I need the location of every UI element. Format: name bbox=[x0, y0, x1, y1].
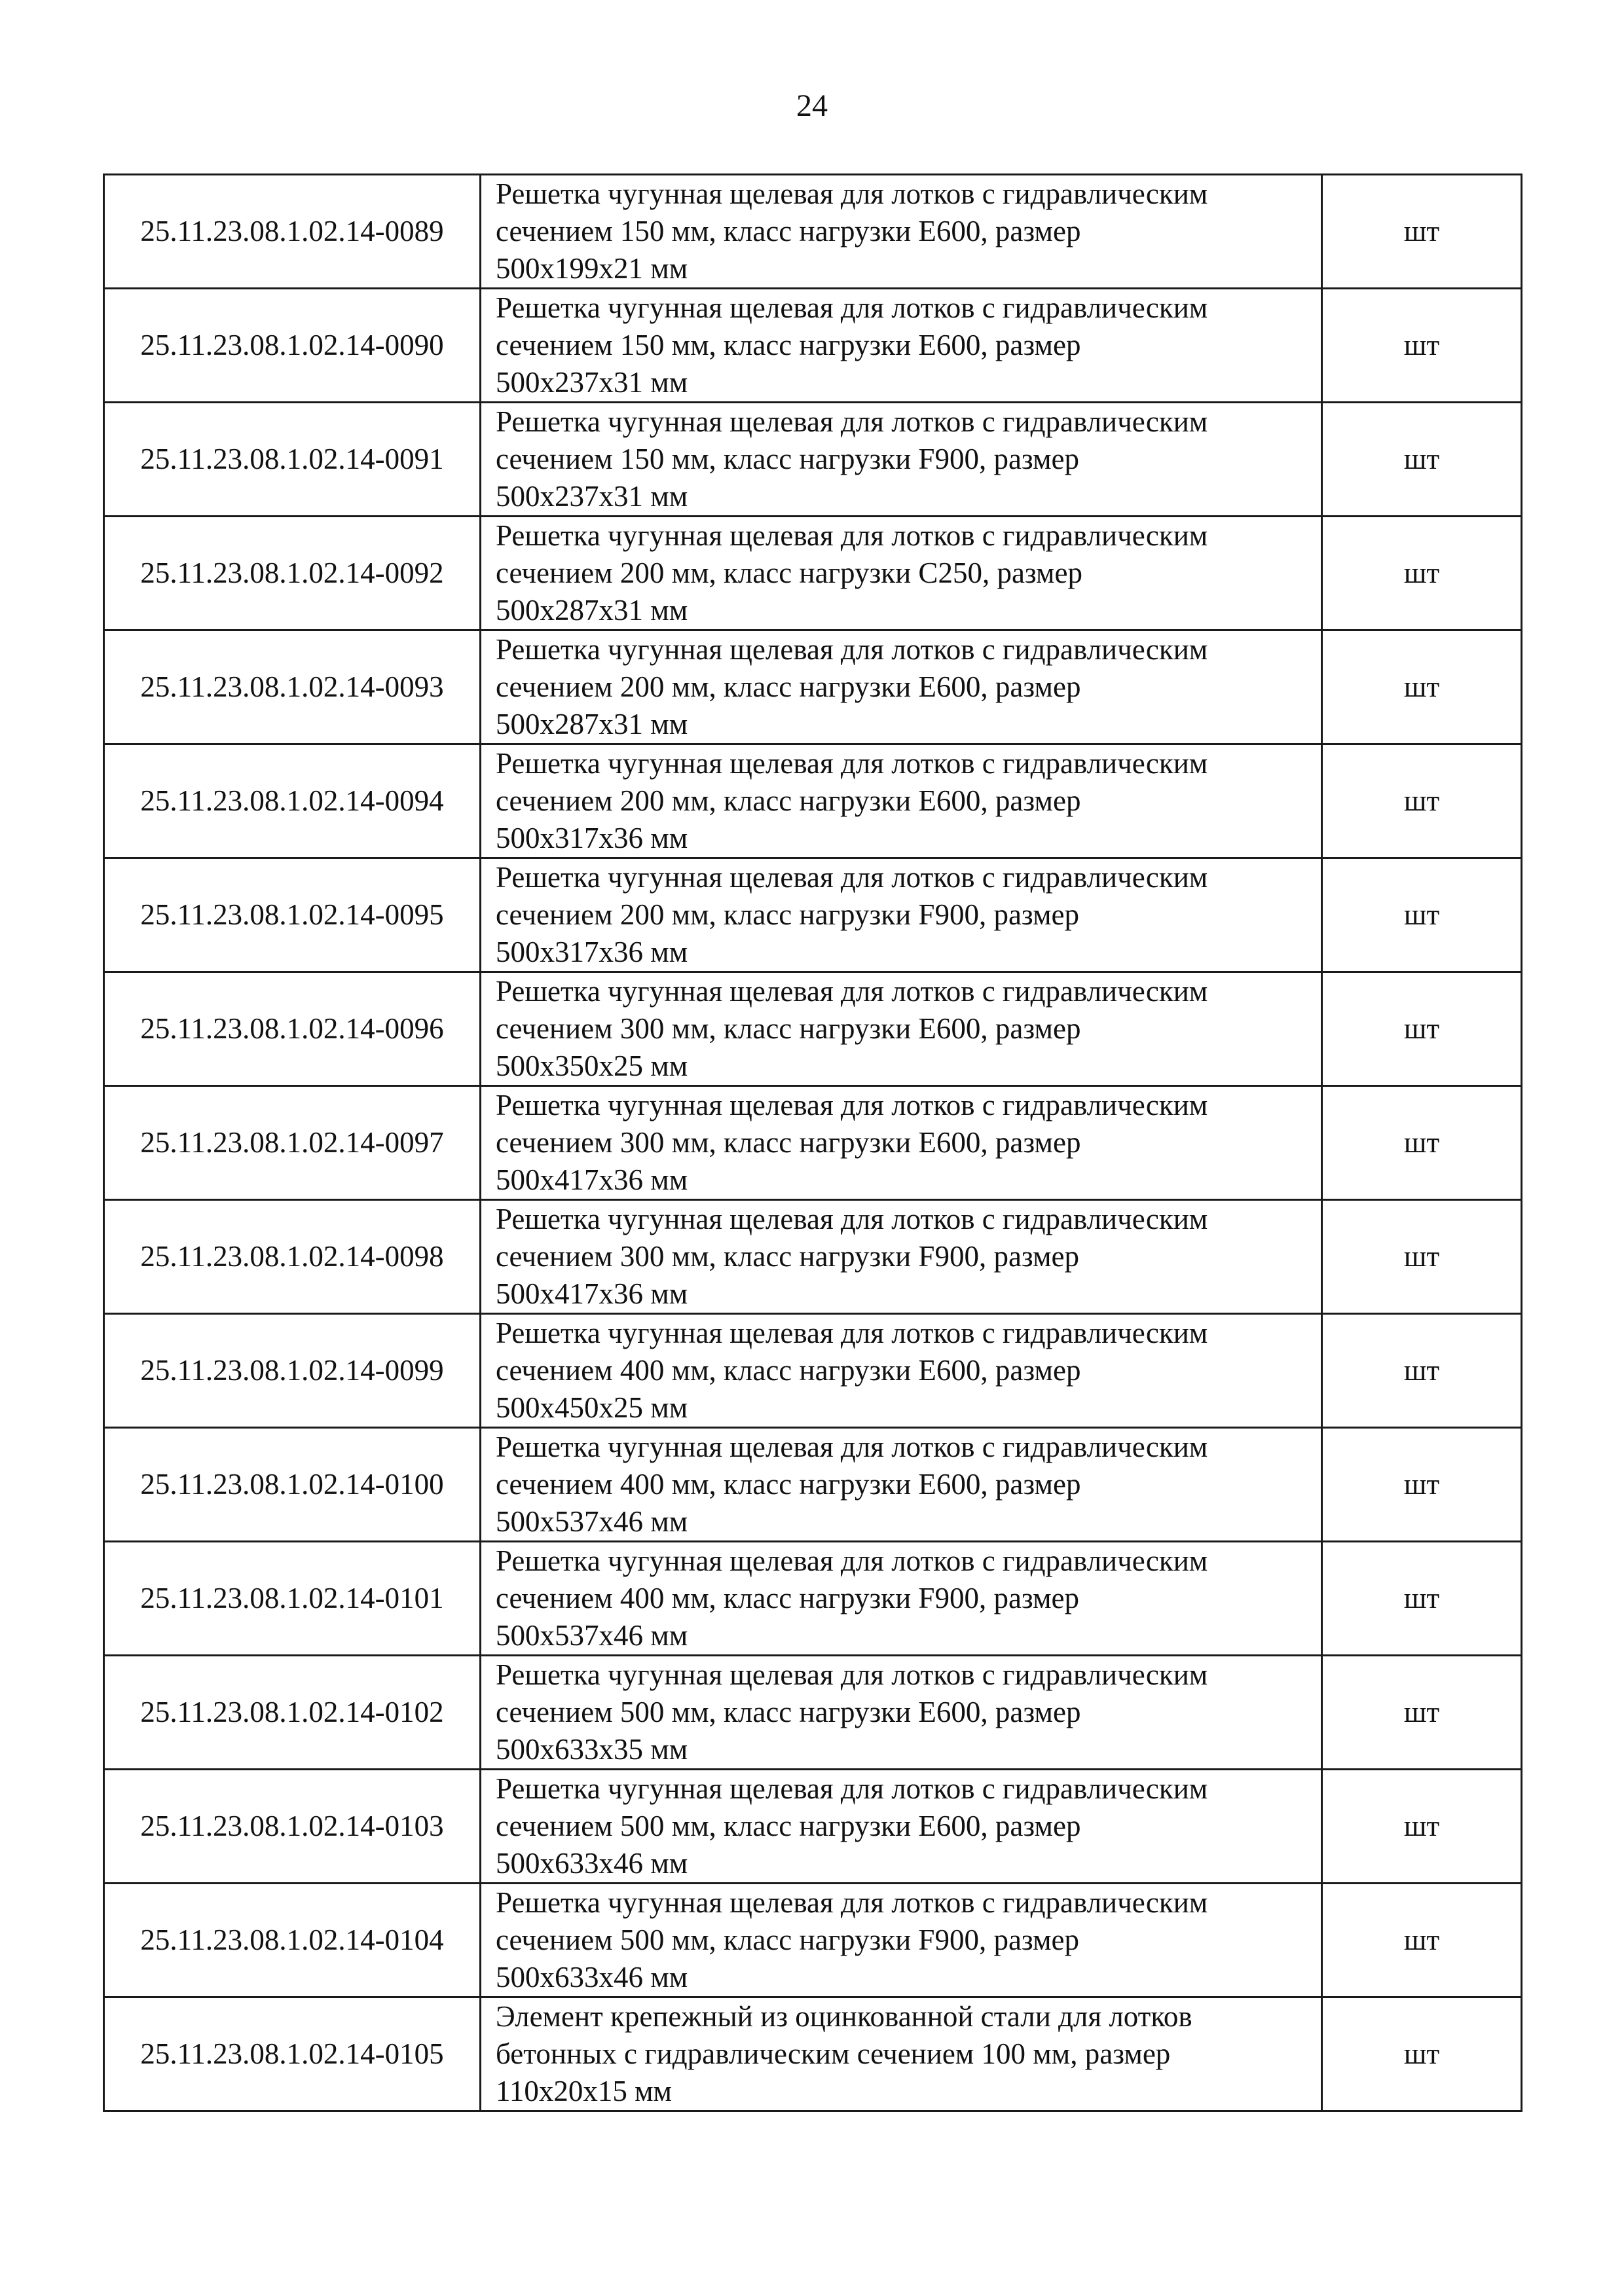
description-line: сечением 400 мм, класс нагрузки F900, размер bbox=[496, 1582, 1080, 1614]
description-line: Решетка чугунная щелевая для лотков с гидравлическим bbox=[496, 1203, 1208, 1235]
resource-description bbox=[481, 1086, 1322, 1200]
description-line: 500х417х36 мм bbox=[496, 1163, 688, 1196]
description-line: Решетка чугунная щелевая для лотков с гидравлическим bbox=[496, 1886, 1208, 1919]
description-line: сечением 200 мм, класс нагрузки С250, размер bbox=[496, 556, 1083, 589]
page-number: 24 bbox=[796, 88, 828, 123]
resource-description bbox=[481, 744, 1322, 858]
table-row bbox=[104, 1656, 1522, 1770]
resource-code: 25.11.23.08.1.02.14-0092 bbox=[104, 517, 481, 630]
unit-of-measure: шт bbox=[1322, 1200, 1522, 1314]
resource-description bbox=[481, 1428, 1322, 1542]
resource-code: 25.11.23.08.1.02.14-0093 bbox=[104, 630, 481, 744]
resource-description bbox=[481, 972, 1322, 1086]
table-row bbox=[104, 175, 1522, 289]
table-row bbox=[104, 1770, 1522, 1884]
unit-of-measure: шт bbox=[1322, 1656, 1522, 1770]
description-line: сечением 200 мм, класс нагрузки F900, размер bbox=[496, 898, 1080, 931]
resource-description bbox=[481, 1997, 1322, 2111]
description-line: сечением 300 мм, класс нагрузки Е600, размер bbox=[496, 1012, 1081, 1045]
description-line: 500х633х46 мм bbox=[496, 1847, 688, 1880]
resource-code: 25.11.23.08.1.02.14-0090 bbox=[104, 289, 481, 403]
table-row bbox=[104, 1314, 1522, 1428]
description-line: 500х199х21 мм bbox=[496, 252, 688, 285]
resource-code: 25.11.23.08.1.02.14-0089 bbox=[104, 175, 481, 289]
unit-of-measure: шт bbox=[1322, 744, 1522, 858]
unit-of-measure: шт bbox=[1322, 517, 1522, 630]
resource-code: 25.11.23.08.1.02.14-0096 bbox=[104, 972, 481, 1086]
table-row bbox=[104, 1200, 1522, 1314]
unit-of-measure: шт bbox=[1322, 1770, 1522, 1884]
resource-code: 25.11.23.08.1.02.14-0105 bbox=[104, 1997, 481, 2111]
table-row bbox=[104, 289, 1522, 403]
description-line: Решетка чугунная щелевая для лотков с гидравлическим bbox=[496, 1772, 1208, 1805]
table-row bbox=[104, 403, 1522, 517]
description-line: 500х633х46 мм bbox=[496, 1961, 688, 1994]
resource-description bbox=[481, 1314, 1322, 1428]
description-line: 500х237х31 мм bbox=[496, 366, 688, 399]
description-line: Решетка чугунная щелевая для лотков с гидравлическим bbox=[496, 1544, 1208, 1577]
description-line: сечением 500 мм, класс нагрузки F900, размер bbox=[496, 1923, 1080, 1956]
description-line: 500х450х25 мм bbox=[496, 1391, 688, 1424]
table-row bbox=[104, 1997, 1522, 2111]
resource-description bbox=[481, 175, 1322, 289]
description-line: 500х537х46 мм bbox=[496, 1619, 688, 1652]
description-line: Решетка чугунная щелевая для лотков с гидравлическим bbox=[496, 747, 1208, 780]
resource-code: 25.11.23.08.1.02.14-0091 bbox=[104, 403, 481, 517]
description-line: Решетка чугунная щелевая для лотков с гидравлическим bbox=[496, 405, 1208, 438]
table-row bbox=[104, 1884, 1522, 1997]
table-row bbox=[104, 972, 1522, 1086]
description-line: Решетка чугунная щелевая для лотков с гидравлическим bbox=[496, 519, 1208, 552]
table-row bbox=[104, 1428, 1522, 1542]
description-line: 500х237х31 мм bbox=[496, 480, 688, 513]
table-row bbox=[104, 1086, 1522, 1200]
table-body bbox=[104, 175, 1522, 2111]
unit-of-measure: шт bbox=[1322, 1542, 1522, 1656]
unit-of-measure: шт bbox=[1322, 175, 1522, 289]
description-line: Решетка чугунная щелевая для лотков с гидравлическим bbox=[496, 1658, 1208, 1691]
description-line: Решетка чугунная щелевая для лотков с гидравлическим bbox=[496, 1430, 1208, 1463]
description-line: сечением 150 мм, класс нагрузки F900, размер bbox=[496, 443, 1080, 475]
description-line: сечением 500 мм, класс нагрузки Е600, размер bbox=[496, 1696, 1081, 1728]
resource-code: 25.11.23.08.1.02.14-0103 bbox=[104, 1770, 481, 1884]
table-row bbox=[104, 630, 1522, 744]
description-line: сечением 400 мм, класс нагрузки Е600, размер bbox=[496, 1354, 1081, 1387]
resource-code: 25.11.23.08.1.02.14-0097 bbox=[104, 1086, 481, 1200]
resource-description bbox=[481, 517, 1322, 630]
description-line: 500х417х36 мм bbox=[496, 1277, 688, 1310]
resource-code: 25.11.23.08.1.02.14-0098 bbox=[104, 1200, 481, 1314]
unit-of-measure: шт bbox=[1322, 1997, 1522, 2111]
description-line: 110х20х15 мм bbox=[496, 2075, 673, 2107]
table-row bbox=[104, 1542, 1522, 1656]
resource-code: 25.11.23.08.1.02.14-0100 bbox=[104, 1428, 481, 1542]
resource-code: 25.11.23.08.1.02.14-0094 bbox=[104, 744, 481, 858]
description-line: 500х350х25 мм bbox=[496, 1049, 688, 1082]
description-line: сечением 400 мм, класс нагрузки Е600, размер bbox=[496, 1468, 1081, 1501]
resource-description bbox=[481, 289, 1322, 403]
description-line: 500х287х31 мм bbox=[496, 594, 688, 627]
resource-description bbox=[481, 858, 1322, 972]
description-line: Решетка чугунная щелевая для лотков с гидравлическим bbox=[496, 177, 1208, 210]
description-line: Элемент крепежный из оцинкованной стали для лотков bbox=[496, 2000, 1192, 2033]
resource-description bbox=[481, 630, 1322, 744]
resource-description bbox=[481, 1656, 1322, 1770]
unit-of-measure: шт bbox=[1322, 858, 1522, 972]
description-line: Решетка чугунная щелевая для лотков с гидравлическим bbox=[496, 1089, 1208, 1121]
unit-of-measure: шт bbox=[1322, 289, 1522, 403]
resource-description bbox=[481, 1200, 1322, 1314]
unit-of-measure: шт bbox=[1322, 403, 1522, 517]
table-row bbox=[104, 744, 1522, 858]
description-line: бетонных с гидравлическим сечением 100 мм, размер bbox=[496, 2037, 1171, 2070]
resource-code: 25.11.23.08.1.02.14-0104 bbox=[104, 1884, 481, 1997]
resource-code: 25.11.23.08.1.02.14-0099 bbox=[104, 1314, 481, 1428]
description-line: 500х317х36 мм bbox=[496, 822, 688, 854]
description-line: сечением 150 мм, класс нагрузки Е600, размер bbox=[496, 329, 1081, 361]
resource-description bbox=[481, 1884, 1322, 1997]
description-line: сечением 200 мм, класс нагрузки Е600, размер bbox=[496, 784, 1081, 817]
resource-description bbox=[481, 1770, 1322, 1884]
resource-table bbox=[103, 173, 1522, 2112]
resource-code: 25.11.23.08.1.02.14-0101 bbox=[104, 1542, 481, 1656]
resource-description bbox=[481, 1542, 1322, 1656]
description-line: Решетка чугунная щелевая для лотков с гидравлическим bbox=[496, 291, 1208, 324]
description-line: сечением 200 мм, класс нагрузки Е600, размер bbox=[496, 670, 1081, 703]
description-line: сечением 500 мм, класс нагрузки Е600, размер bbox=[496, 1810, 1081, 1842]
unit-of-measure: шт bbox=[1322, 1884, 1522, 1997]
resource-code: 25.11.23.08.1.02.14-0102 bbox=[104, 1656, 481, 1770]
description-line: Решетка чугунная щелевая для лотков с гидравлическим bbox=[496, 1317, 1208, 1349]
description-line: Решетка чугунная щелевая для лотков с гидравлическим bbox=[496, 633, 1208, 666]
unit-of-measure: шт bbox=[1322, 1314, 1522, 1428]
description-line: сечением 300 мм, класс нагрузки F900, размер bbox=[496, 1240, 1080, 1273]
description-line: Решетка чугунная щелевая для лотков с гидравлическим bbox=[496, 975, 1208, 1008]
resource-code: 25.11.23.08.1.02.14-0095 bbox=[104, 858, 481, 972]
table-row bbox=[104, 517, 1522, 630]
unit-of-measure: шт bbox=[1322, 1428, 1522, 1542]
unit-of-measure: шт bbox=[1322, 630, 1522, 744]
description-line: 500х317х36 мм bbox=[496, 936, 688, 968]
description-line: сечением 150 мм, класс нагрузки Е600, размер bbox=[496, 215, 1081, 247]
resource-description bbox=[481, 403, 1322, 517]
description-line: 500х287х31 мм bbox=[496, 708, 688, 740]
unit-of-measure: шт bbox=[1322, 972, 1522, 1086]
unit-of-measure: шт bbox=[1322, 1086, 1522, 1200]
description-line: Решетка чугунная щелевая для лотков с гидравлическим bbox=[496, 861, 1208, 894]
description-line: сечением 300 мм, класс нагрузки Е600, размер bbox=[496, 1126, 1081, 1159]
table-row bbox=[104, 858, 1522, 972]
description-line: 500х633х35 мм bbox=[496, 1733, 688, 1766]
description-line: 500х537х46 мм bbox=[496, 1505, 688, 1538]
